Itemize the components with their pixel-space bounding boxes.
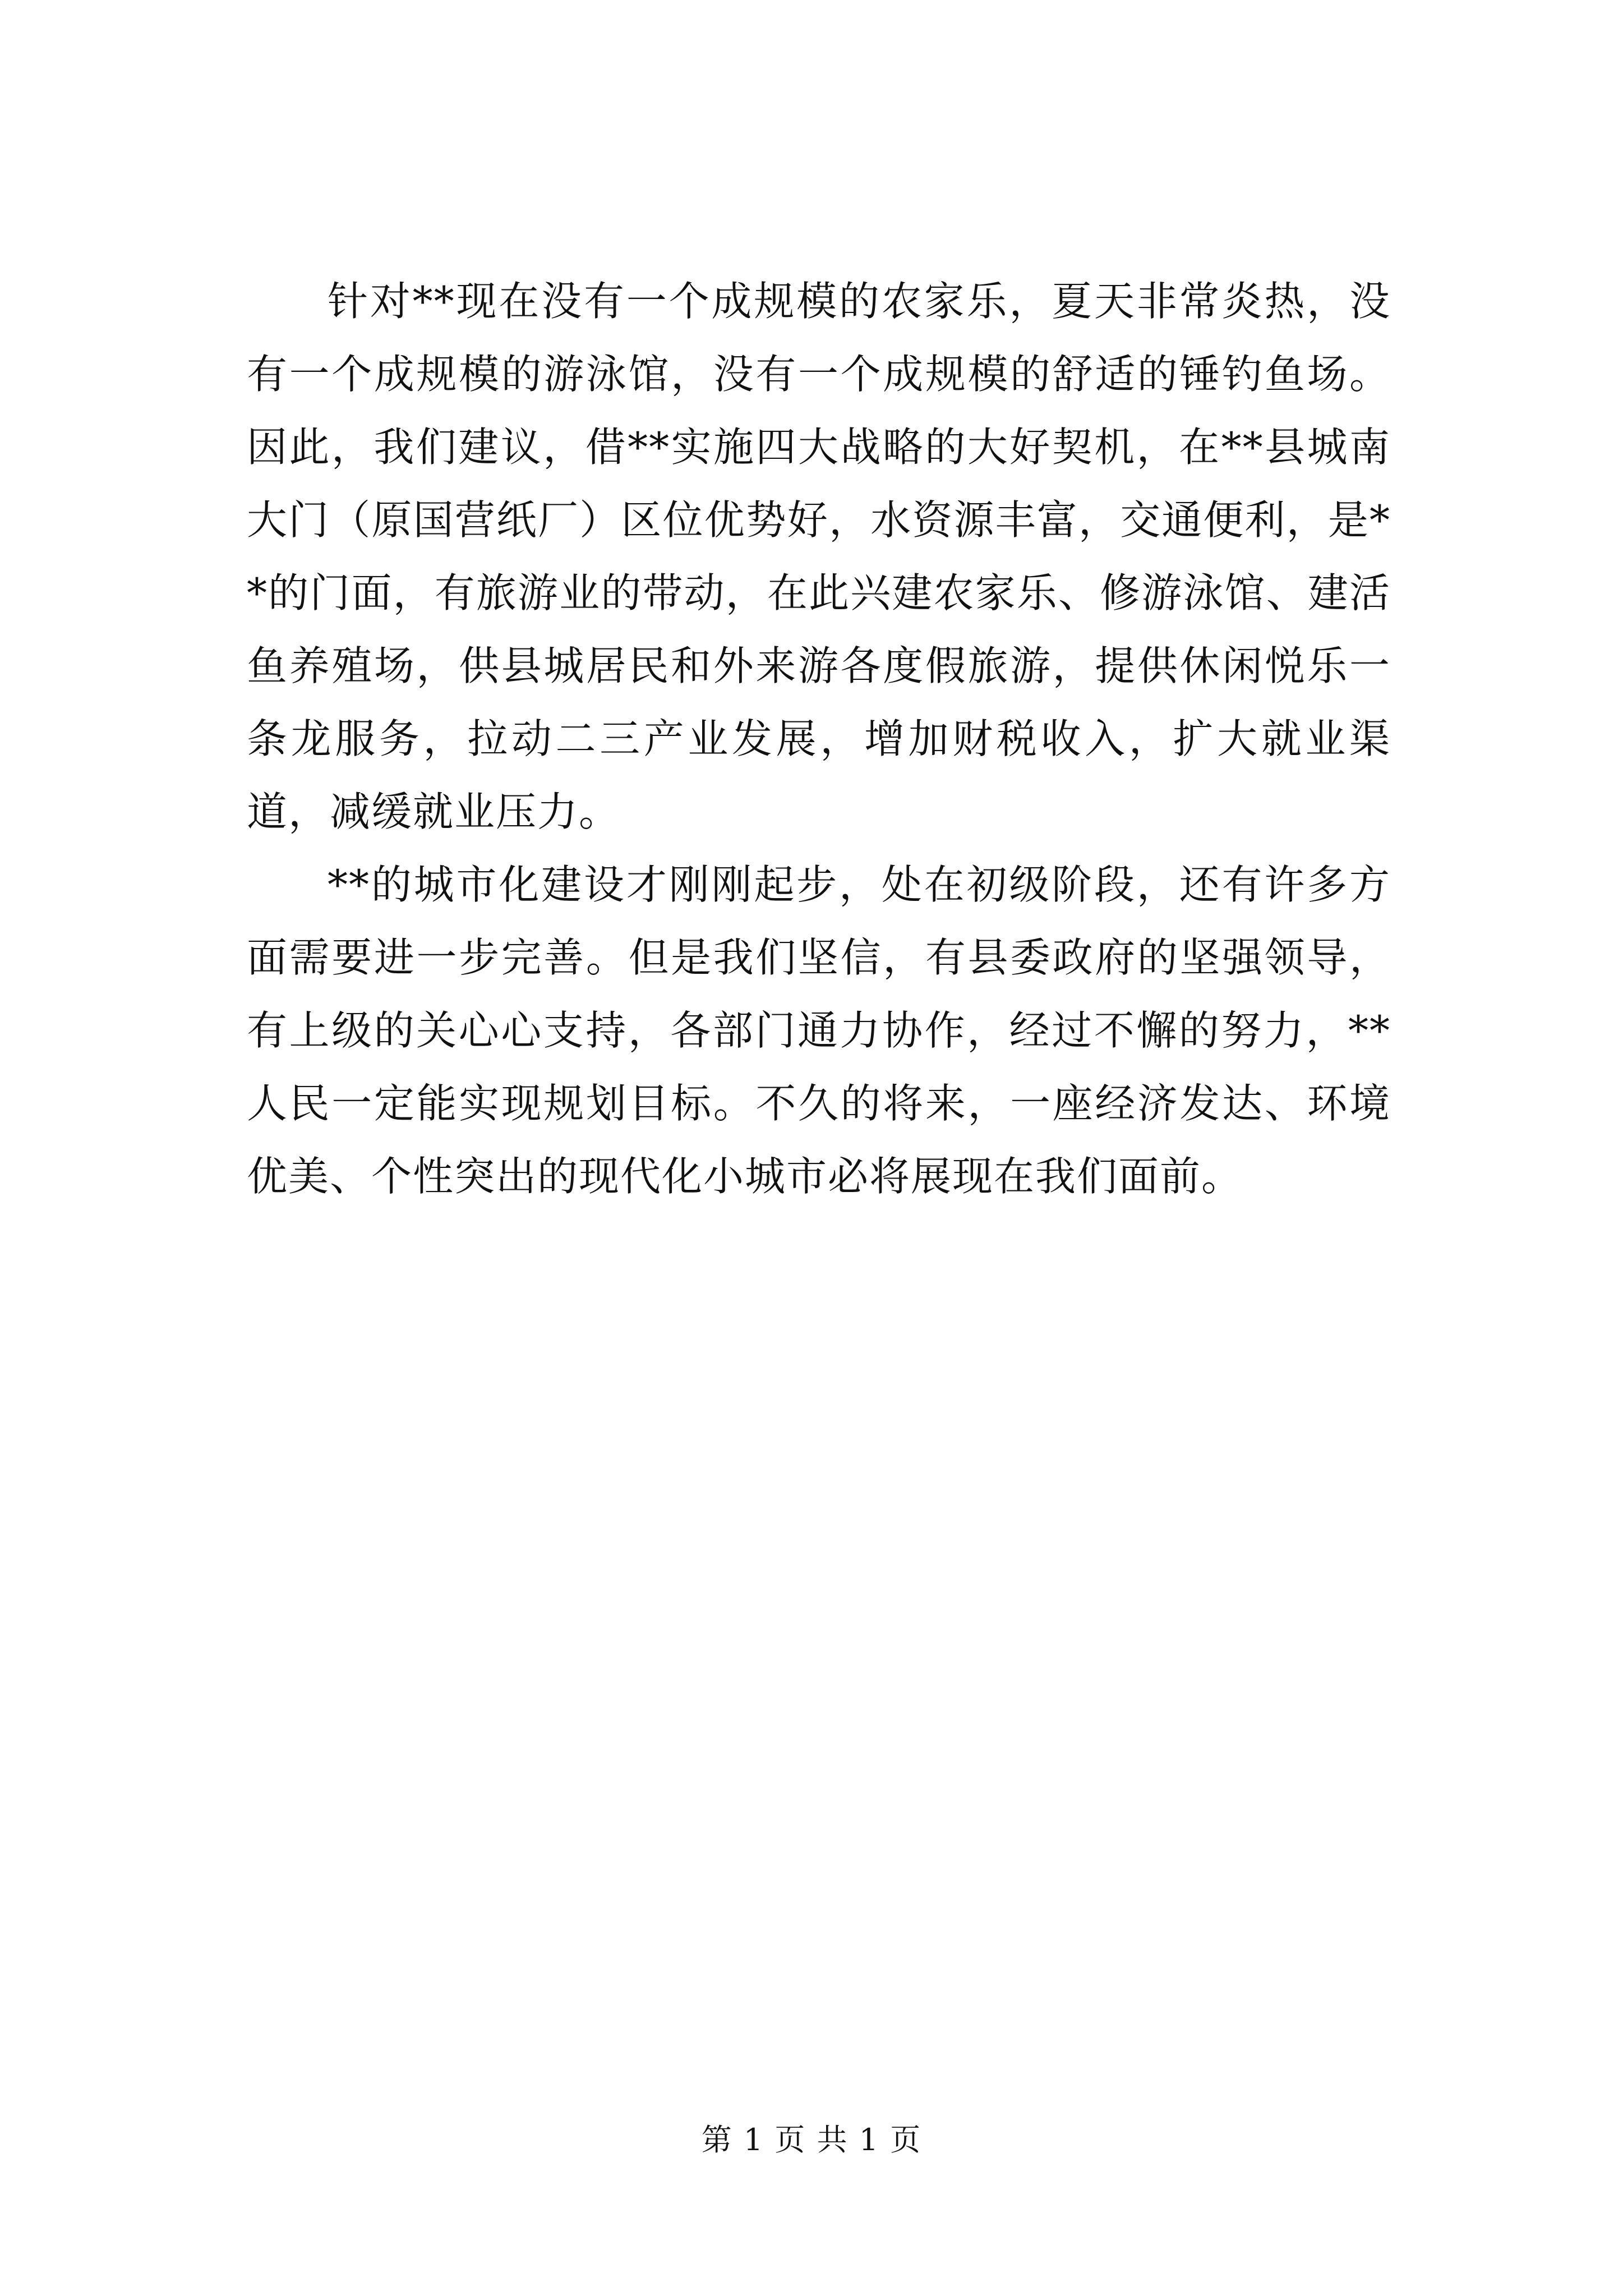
paragraph-2: **的城市化建设才刚刚起步，处在初级阶段，还有许多方面需要进一步完善。但是我们坚信，有县委政府的坚强领导，有上级的关心心支持，各部门通力协作，经过不懈的努力，**人民一定能实现规划目标。不久的将来，一座经济发达、环境优美、个性突出的现代化小城市必将展现在我们面前。 bbox=[247, 861, 1391, 1200]
page-footer: 第 1 页 共 1 页 bbox=[701, 2122, 922, 2157]
document-body bbox=[247, 265, 1391, 1213]
paragraph-1: 针对**现在没有一个成规模的农家乐，夏天非常炎热，没有一个成规模的游泳馆，没有一个成规模的舒适的锤钓鱼场。因此，我们建议，借**实施四大战略的大好契机，在**县城南大门（原国营纸厂）区位优势好，水资源丰富，交通便利，是**的门面，有旅游业的带动，在此兴建农家乐、修游泳馆、建活鱼养殖场，供县城居民和外来游各度假旅游，提供休闲悦乐一条龙服务，拉动二三产业发展，增加财税收入，扩大就业渠道，减缓就业压力。 bbox=[247, 278, 1391, 835]
